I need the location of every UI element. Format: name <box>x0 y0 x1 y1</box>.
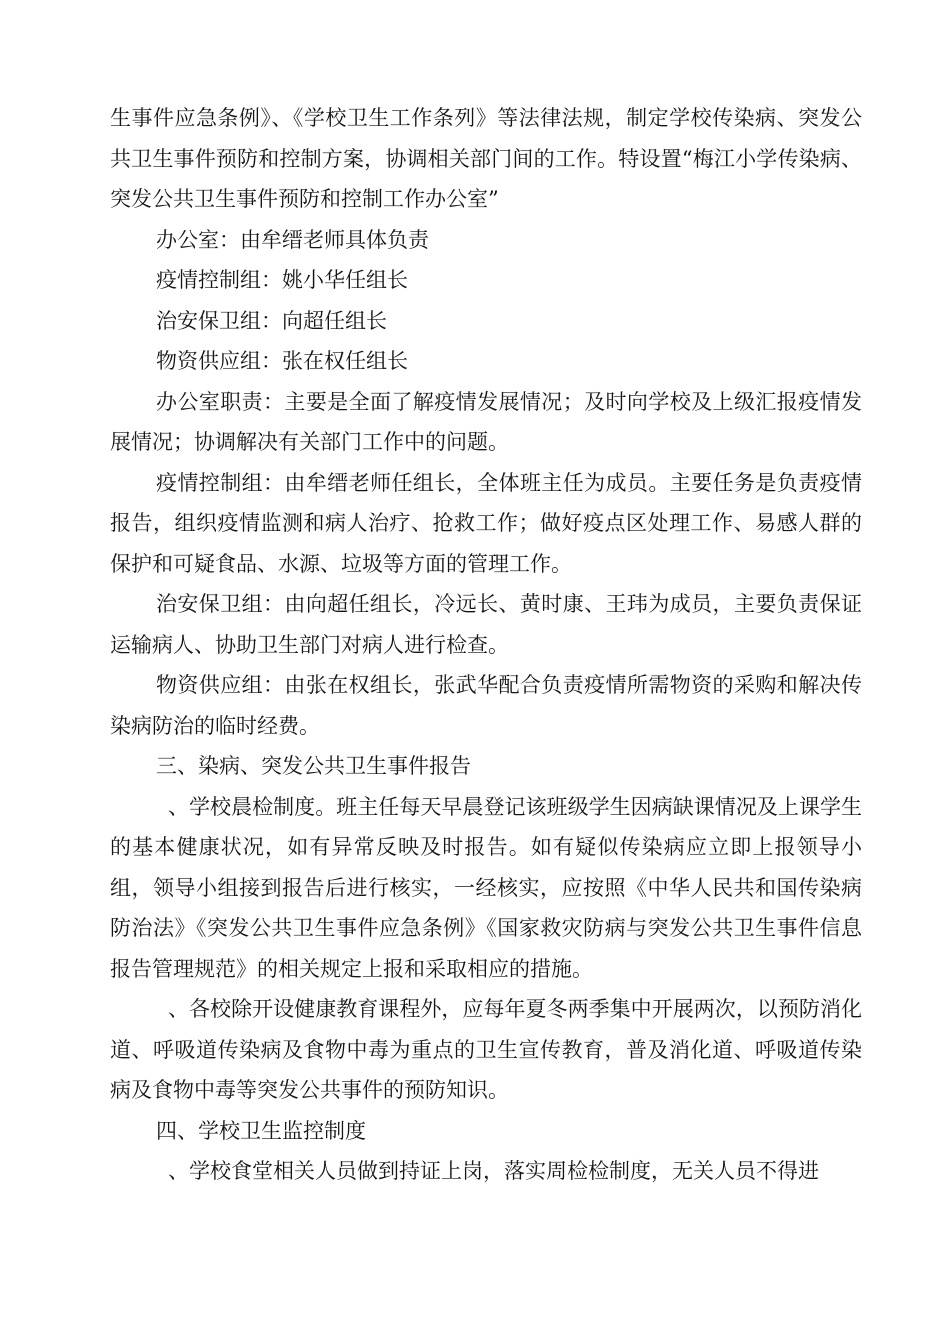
paragraph-morning-check: 、学校晨检制度。班主任每天早晨登记该班级学生因病缺课情况及上课学生的基本健康状况，如有异常反映及时报告。如有疑似传染病应立即上报领导小组，领导小组接到报告后进行核实，一经核实，应按照《中华人民共和国传染病防治法》《突发公共卫生事件应急条例》《国家救灾防病与突发公共卫生事件信息报告管理规范》的相关规定上报和采取相应的措施。 <box>110 794 862 981</box>
section-heading-monitoring: 四、学校卫生监控制度 <box>156 1118 366 1143</box>
paragraph-epidemic-group-lead: 疫情控制组：姚小华任组长 <box>156 268 408 292</box>
paragraph-health-education: 、各校除开设健康教育课程外，应每年夏冬两季集中开展两次，以预防消化道、呼吸道传染病及食物中毒为重点的卫生宣传教育，普及消化道、呼吸道传染病及食物中毒等突发公共事件的预防知识。 <box>110 997 862 1102</box>
document-page <box>110 98 862 1192</box>
paragraph-security-group-lead: 治安保卫组：向超任组长 <box>156 308 387 333</box>
paragraph-supply-group-lead: 物资供应组：张在权任组长 <box>156 349 408 373</box>
section-heading-reporting: 三、染病、突发公共卫生事件报告 <box>156 754 471 778</box>
paragraph-canteen-staff: 、学校食堂相关人员做到持证上岗，落实周检检制度，无关人员不得进 <box>168 1159 819 1183</box>
paragraph-security-group-duties: 治安保卫组：由向超任组长，冷远长、黄时康、王玮为成员，主要负责保证运输病人、协助卫生部门对病人进行检查。 <box>110 592 862 657</box>
paragraph-supply-group-duties: 物资供应组：由张在权组长，张武华配合负责疫情所需物资的采购和解决传染病防治的临时经费。 <box>110 673 862 738</box>
paragraph-intro-continuation: 生事件应急条例》、《学校卫生工作条列》等法律法规，制定学校传染病、突发公共卫生事件预防和控制方案，协调相关部门间的工作。特设置“梅江小学传染病、突发公共卫生事件预防和控制工作办公室” <box>110 106 862 211</box>
paragraph-epidemic-group-duties: 疫情控制组：由牟缙老师任组长，全体班主任为成员。主要任务是负责疫情报告，组织疫情监测和病人治疗、抢救工作；做好疫点区处理工作、易感人群的保护和可疑食品、水源、垃圾等方面的管理工作。 <box>110 470 862 576</box>
paragraph-office-duties: 办公室职责：主要是全面了解疫情发展情况；及时向学校及上级汇报疫情发展情况；协调解决有关部门工作中的问题。 <box>110 389 862 454</box>
paragraph-office-lead: 办公室：由牟缙老师具体负责 <box>156 227 429 252</box>
